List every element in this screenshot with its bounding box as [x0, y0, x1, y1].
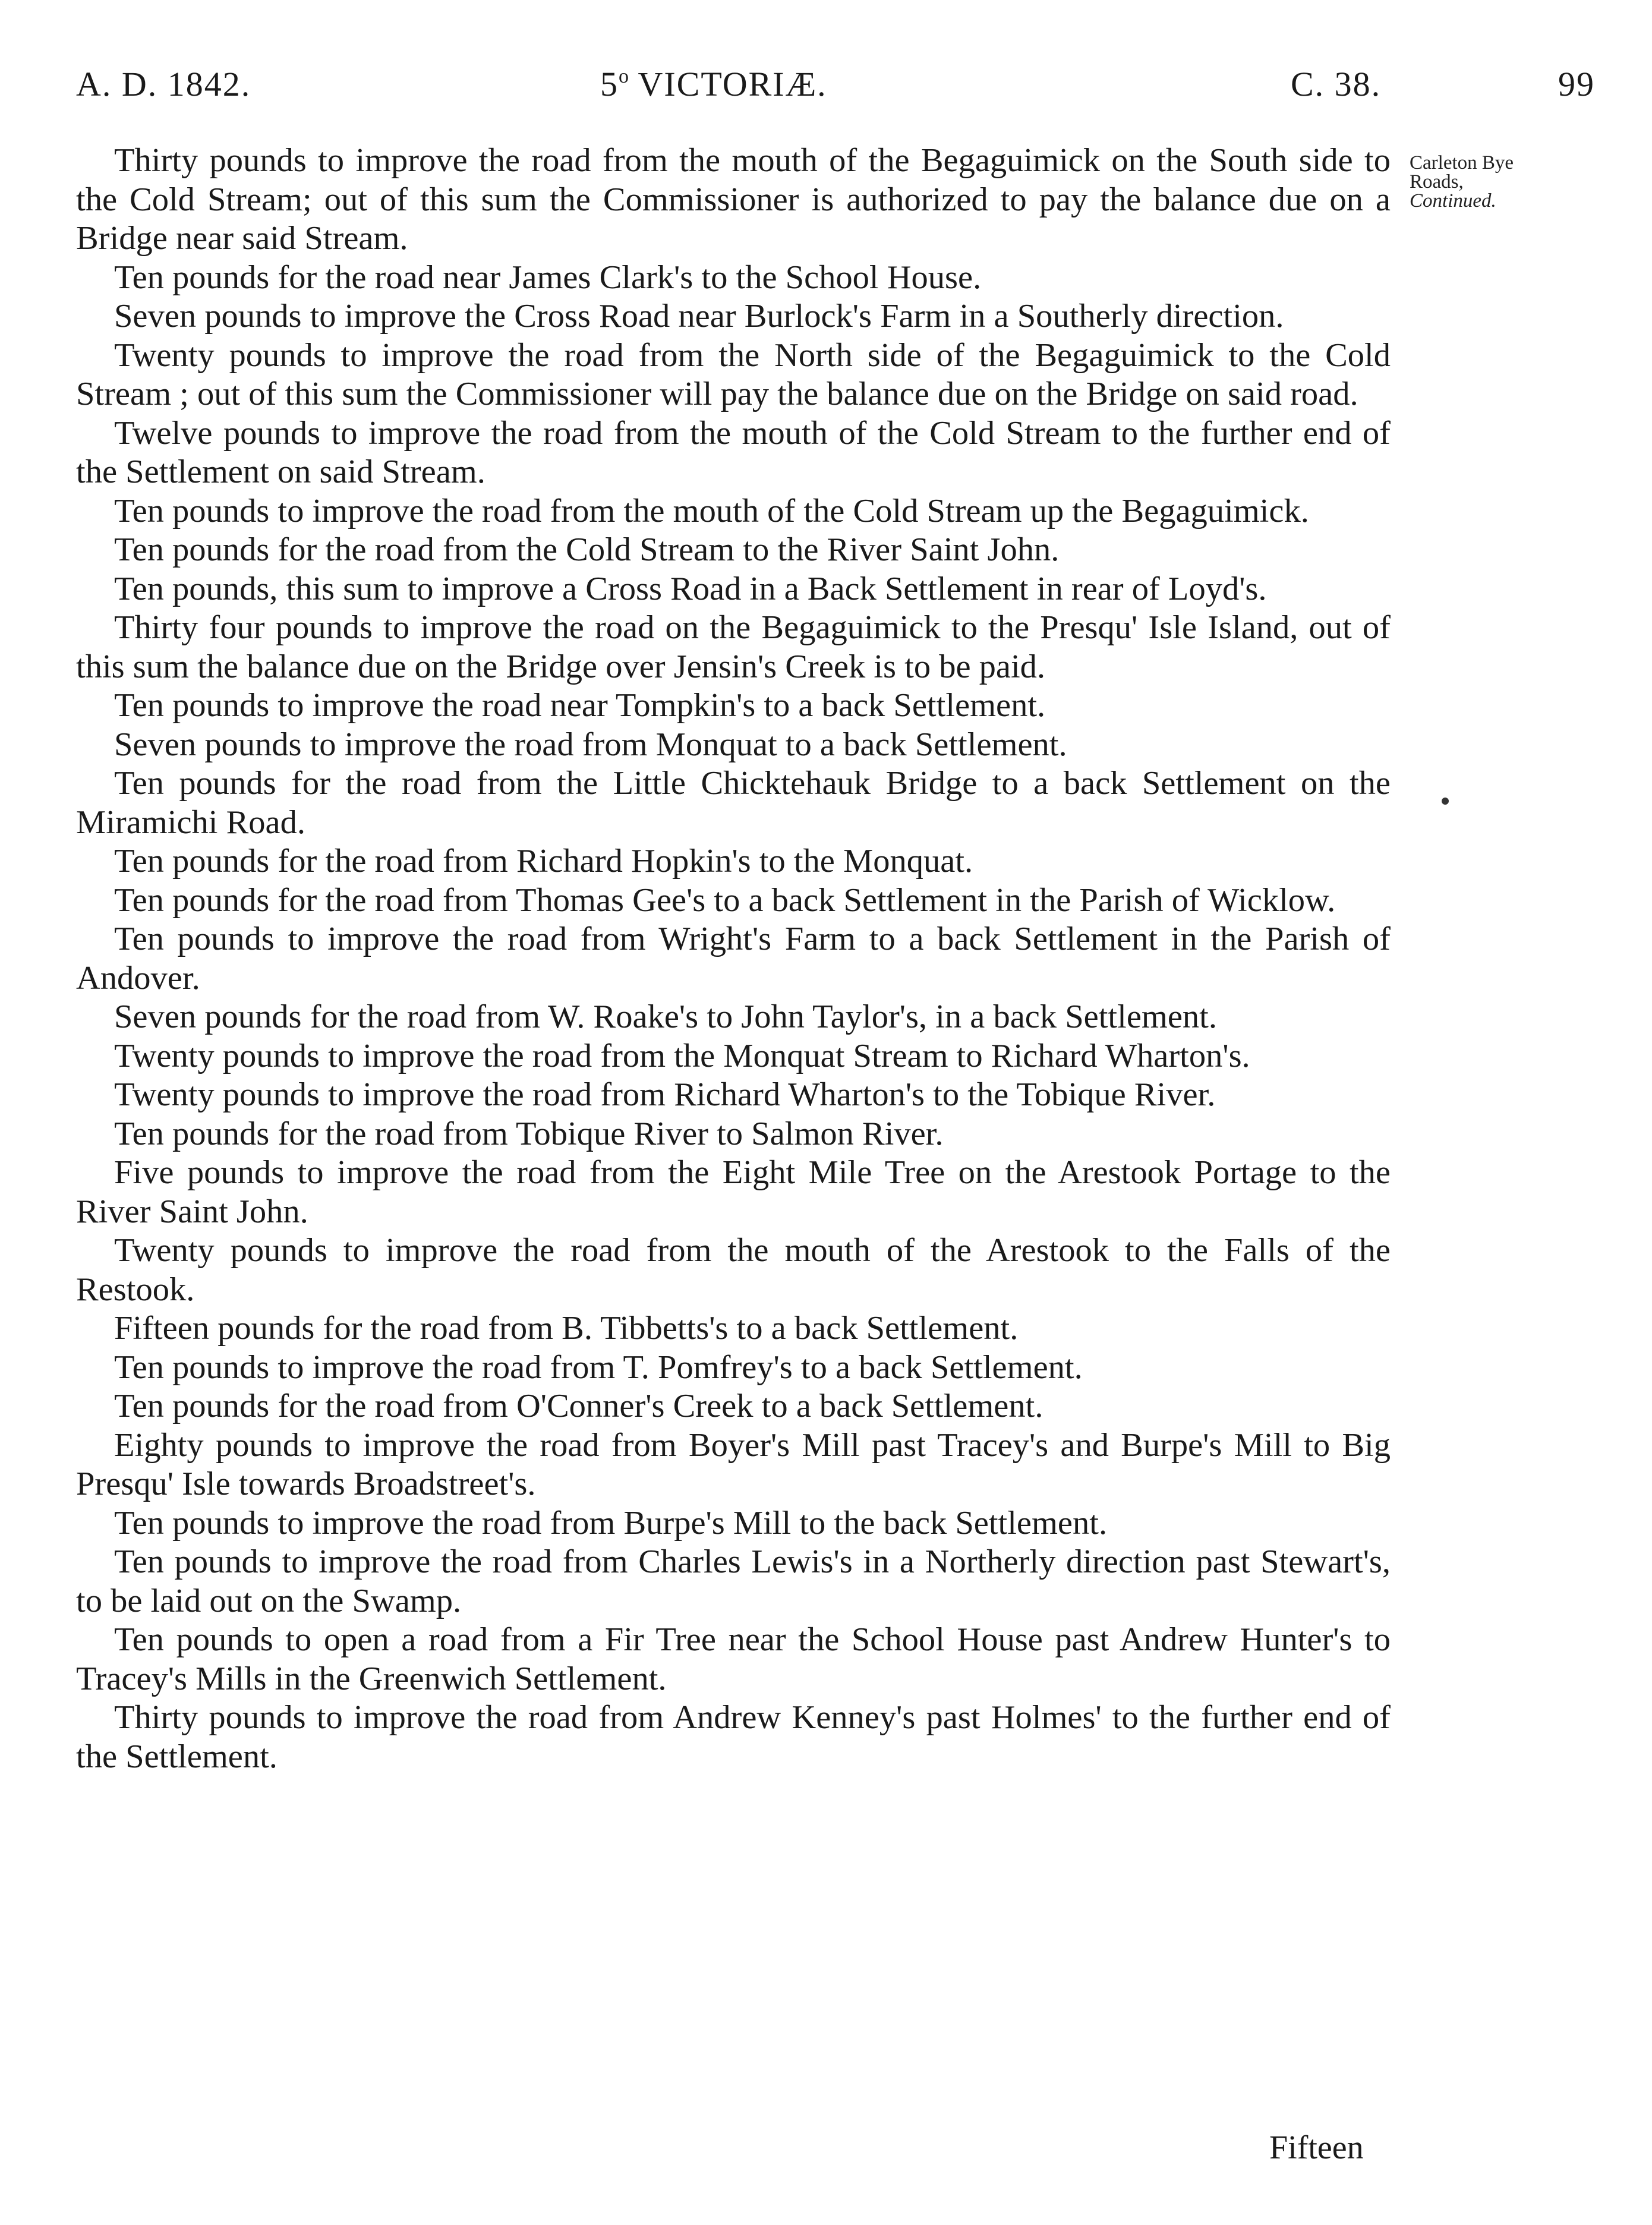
paragraph: Ten pounds to improve the road from T. Pomfrey's to a back Settlement.: [114, 1348, 1083, 1386]
paragraph: Twenty pounds to improve the road from the mouth of the Arestook to the Falls of the Restook.: [76, 1232, 1391, 1308]
header-title-superscript: o: [619, 65, 629, 87]
paragraph: Ten pounds to improve the road near Tompkin's to a back Settlement.: [114, 687, 1046, 724]
paragraph: Seven pounds for the road from W. Roake's to John Taylor's, in a back Settlement.: [114, 998, 1218, 1035]
paragraph: Ten pounds to improve the road from Wright's Farm to a back Settlement in the Parish of Andover.: [76, 921, 1391, 997]
paragraph: Seven pounds to improve the Cross Road near Burlock's Farm in a Southerly direction.: [114, 298, 1284, 335]
paragraph: Twenty pounds to improve the road from the Monquat Stream to Richard Wharton's.: [114, 1037, 1250, 1074]
paragraph: Thirty pounds to improve the road from the mouth of the Begaguimick on the South side to the Cold Stream; out of this sum the Commissioner is authorized to pay the balance due on a Bridge near said Stream.: [76, 142, 1391, 257]
paragraph: Twenty pounds to improve the road from Richard Wharton's to the Tobique River.: [114, 1076, 1216, 1113]
paragraph: Ten pounds to open a road from a Fir Tree near the School House past Andrew Hunter's to Tracey's Mills in the Greenwich Settlement.: [76, 1621, 1391, 1697]
header-year: A. D. 1842.: [76, 65, 251, 103]
marginal-note-line: Carleton Bye: [1410, 152, 1514, 174]
body-text: [76, 141, 1391, 1776]
page-number: 99: [1558, 65, 1595, 103]
header-title-prefix: 5: [600, 65, 619, 103]
paragraph: Ten pounds to improve the road from the mouth of the Cold Stream up the Begaguimick.: [114, 492, 1309, 530]
paragraph: Ten pounds, this sum to improve a Cross Road in a Back Settlement in rear of Loyd's.: [114, 570, 1267, 607]
paragraph: Twenty pounds to improve the road from the North side of the Begaguimick to the Cold Stream ; out of this sum the Commissioner will pay the balance due on the Bridge on said road.: [76, 336, 1391, 412]
running-header: [0, 64, 1652, 112]
header-title-rest: VICTORIÆ.: [629, 65, 827, 103]
paragraph: Ten pounds for the road from Thomas Gee's to a back Settlement in the Parish of Wicklow.: [114, 881, 1336, 919]
paragraph: Twelve pounds to improve the road from the mouth of the Cold Stream to the further end of the Settlement on said Stream.: [76, 414, 1391, 490]
paragraph: Ten pounds to improve the road from Burpe's Mill to the back Settlement.: [114, 1504, 1108, 1542]
paragraph: Ten pounds for the road from Tobique River to Salmon River.: [114, 1115, 944, 1152]
header-title: [600, 64, 827, 104]
paragraph: Eighty pounds to improve the road from Boyer's Mill past Tracey's and Burpe's Mill to Big Presqu' Isle towards Broadstreet's.: [76, 1426, 1391, 1502]
paragraph: Ten pounds for the road near James Clark's to the School House.: [114, 259, 982, 296]
paragraph: Ten pounds for the road from Richard Hopkin's to the Monquat.: [114, 843, 973, 880]
paragraph: Thirty pounds to improve the road from Andrew Kenney's past Holmes' to the further end of the Settlement.: [76, 1699, 1391, 1775]
paragraph: Thirty four pounds to improve the road on the Begaguimick to the Presqu' Isle Island, out of this sum the balance due on the Bridge over Jensin's Creek is to be paid.: [76, 609, 1391, 685]
paragraph: Ten pounds for the road from O'Conner's Creek to a back Settlement.: [114, 1388, 1043, 1424]
paragraph: Ten pounds for the road from the Little Chicktehauk Bridge to a back Settlement on the Miramichi Road.: [76, 765, 1391, 841]
header-chapter: C. 38.: [1291, 65, 1382, 103]
marginal-note-line: Continued.: [1410, 190, 1496, 212]
marginal-note-line: Roads,: [1410, 171, 1464, 193]
paragraph: Ten pounds for the road from the Cold Stream to the River Saint John.: [114, 531, 1060, 568]
marginal-note: [1410, 153, 1564, 210]
catchword: Fifteen: [1269, 2129, 1364, 2166]
paragraph: Ten pounds to improve the road from Charles Lewis's in a Northerly direction past Stewart's, to be laid out on the Swamp.: [76, 1543, 1391, 1619]
paragraph: Seven pounds to improve the road from Monquat to a back Settlement.: [114, 726, 1067, 763]
paragraph: Fifteen pounds for the road from B. Tibbetts's to a back Settlement.: [114, 1310, 1019, 1347]
ink-speck: [1442, 798, 1449, 805]
paragraph: Five pounds to improve the road from the Eight Mile Tree on the Arestook Portage to the River Saint John.: [76, 1154, 1391, 1230]
